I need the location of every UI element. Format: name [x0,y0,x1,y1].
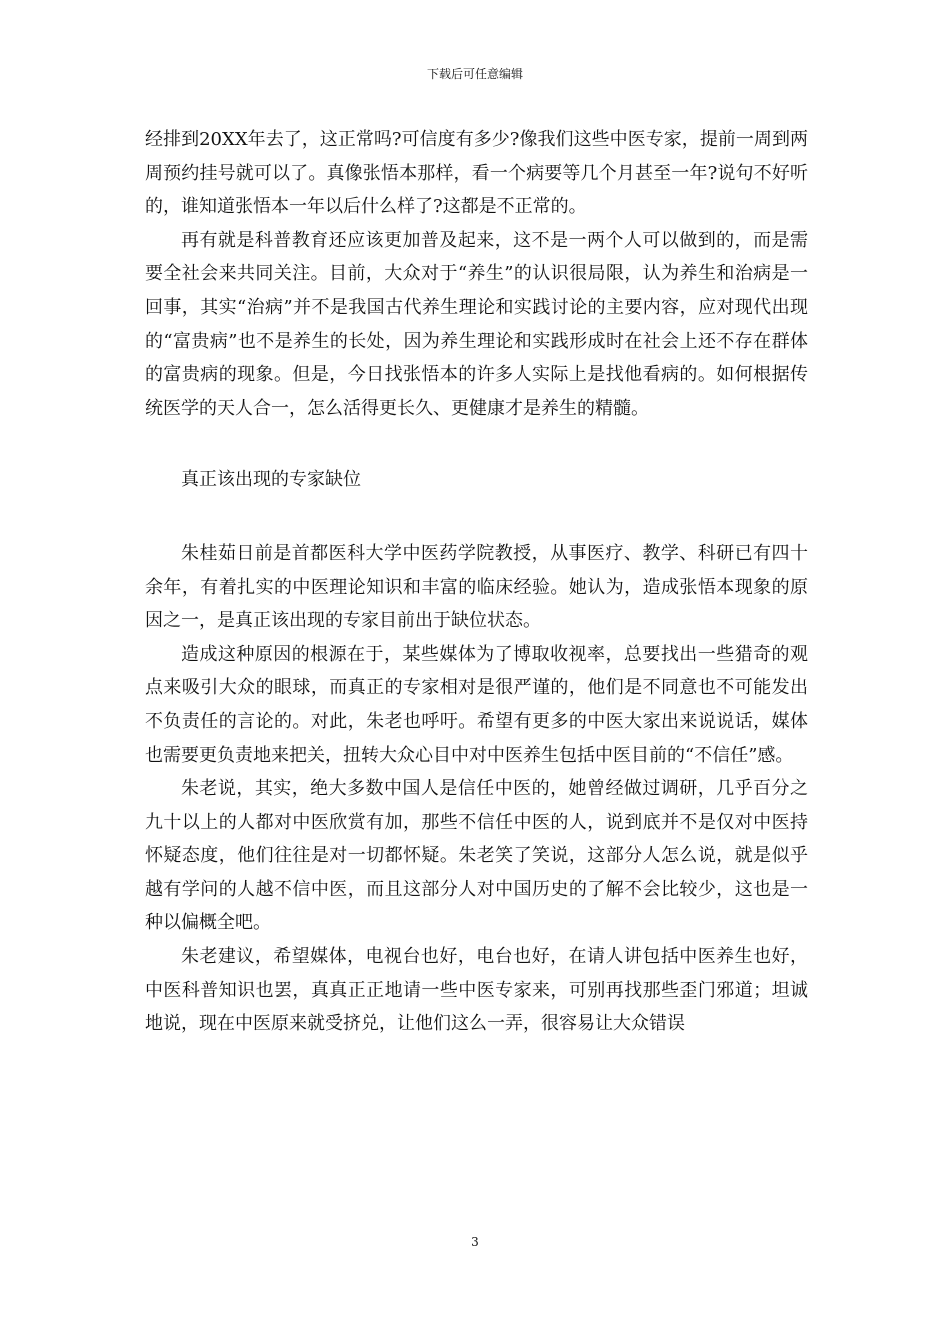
paragraph-continuation: 经排到20XX年去了，这正常吗?可信度有多少?像我们这些中医专家，提前一周到两周预约挂号就可以了。真像张悟本那样，看一个病要等几个月甚至一年?说句不好听的，谁知道张悟本一年以后什么样了?这都是不正常的。 [145,129,808,218]
paragraph-science-education: 再有就是科普教育还应该更加普及起来，这不是一两个人可以做到的，而是需要全社会来共同关注。目前，大众对于“养生”的认识很局限，认为养生和治病是一回事，其实“治病”并不是我国古代养生理论和实践讨论的主要内容，应对现代出现的“富贵病”也不是养生的长处，因为养生理论和实践形成时在社会上还不存在群体的富贵病的现象。但是，今日找张悟本的许多人实际上是找他看病的。如何根据传统医学的天人合一，怎么活得更长久、更健康才是养生的精髓。 [145,229,808,419]
paragraph-trust-survey: 朱老说，其实，绝大多数中国人是信任中医的，她曾经做过调研，几乎百分之九十以上的人都对中医欣赏有加，那些不信任中医的人，说到底并不是仅对中医持怀疑态度，他们往往是对一切都怀疑。朱老笑了笑说，这部分人怎么说，就是似乎越有学问的人越不信中医，而且这部分人对中国历史的了解不会比较少，这也是一种以偏概全吧。 [145,778,808,934]
paragraph-zhu-intro: 朱桂茹日前是首都医科大学中医药学院教授，从事医疗、教学、科研已有四十余年，有着扎实的中医理论知识和丰富的临床经验。她认为，造成张悟本现象的原因之一，是真正该出现的专家目前出于缺位状态。 [145,542,808,632]
page-header: 下载后可任意编辑 [426,67,523,81]
paragraph-media-suggestion: 朱老建议，希望媒体，电视台也好，电台也好，在请人讲包括中医养生也好，中医科普知识也罢，真真正正地请一些中医专家来，可别再找那些歪门邪道；坦诚地说，现在中医原来就受挤兑，让他们这么一弄，很容易让大众错误 [145,946,808,1035]
section-heading: 真正该出现的专家缺位 [181,469,361,491]
paragraph-media-cause: 造成这种原因的根源在于，某些媒体为了博取收视率，总要找出一些猎奇的观点来吸引大众的眼球，而真正的专家相对是很严谨的，他们是不同意也不可能发出不负责任的言论的。对此，朱老也呼吁。希望有更多的中医大家出来说说话，媒体也需要更负责地来把关，扭转大众心目中对中医养生包括中医目前的“不信任”感。 [145,643,808,766]
document-body [145,123,808,1041]
page-number: 3 [471,1235,479,1249]
